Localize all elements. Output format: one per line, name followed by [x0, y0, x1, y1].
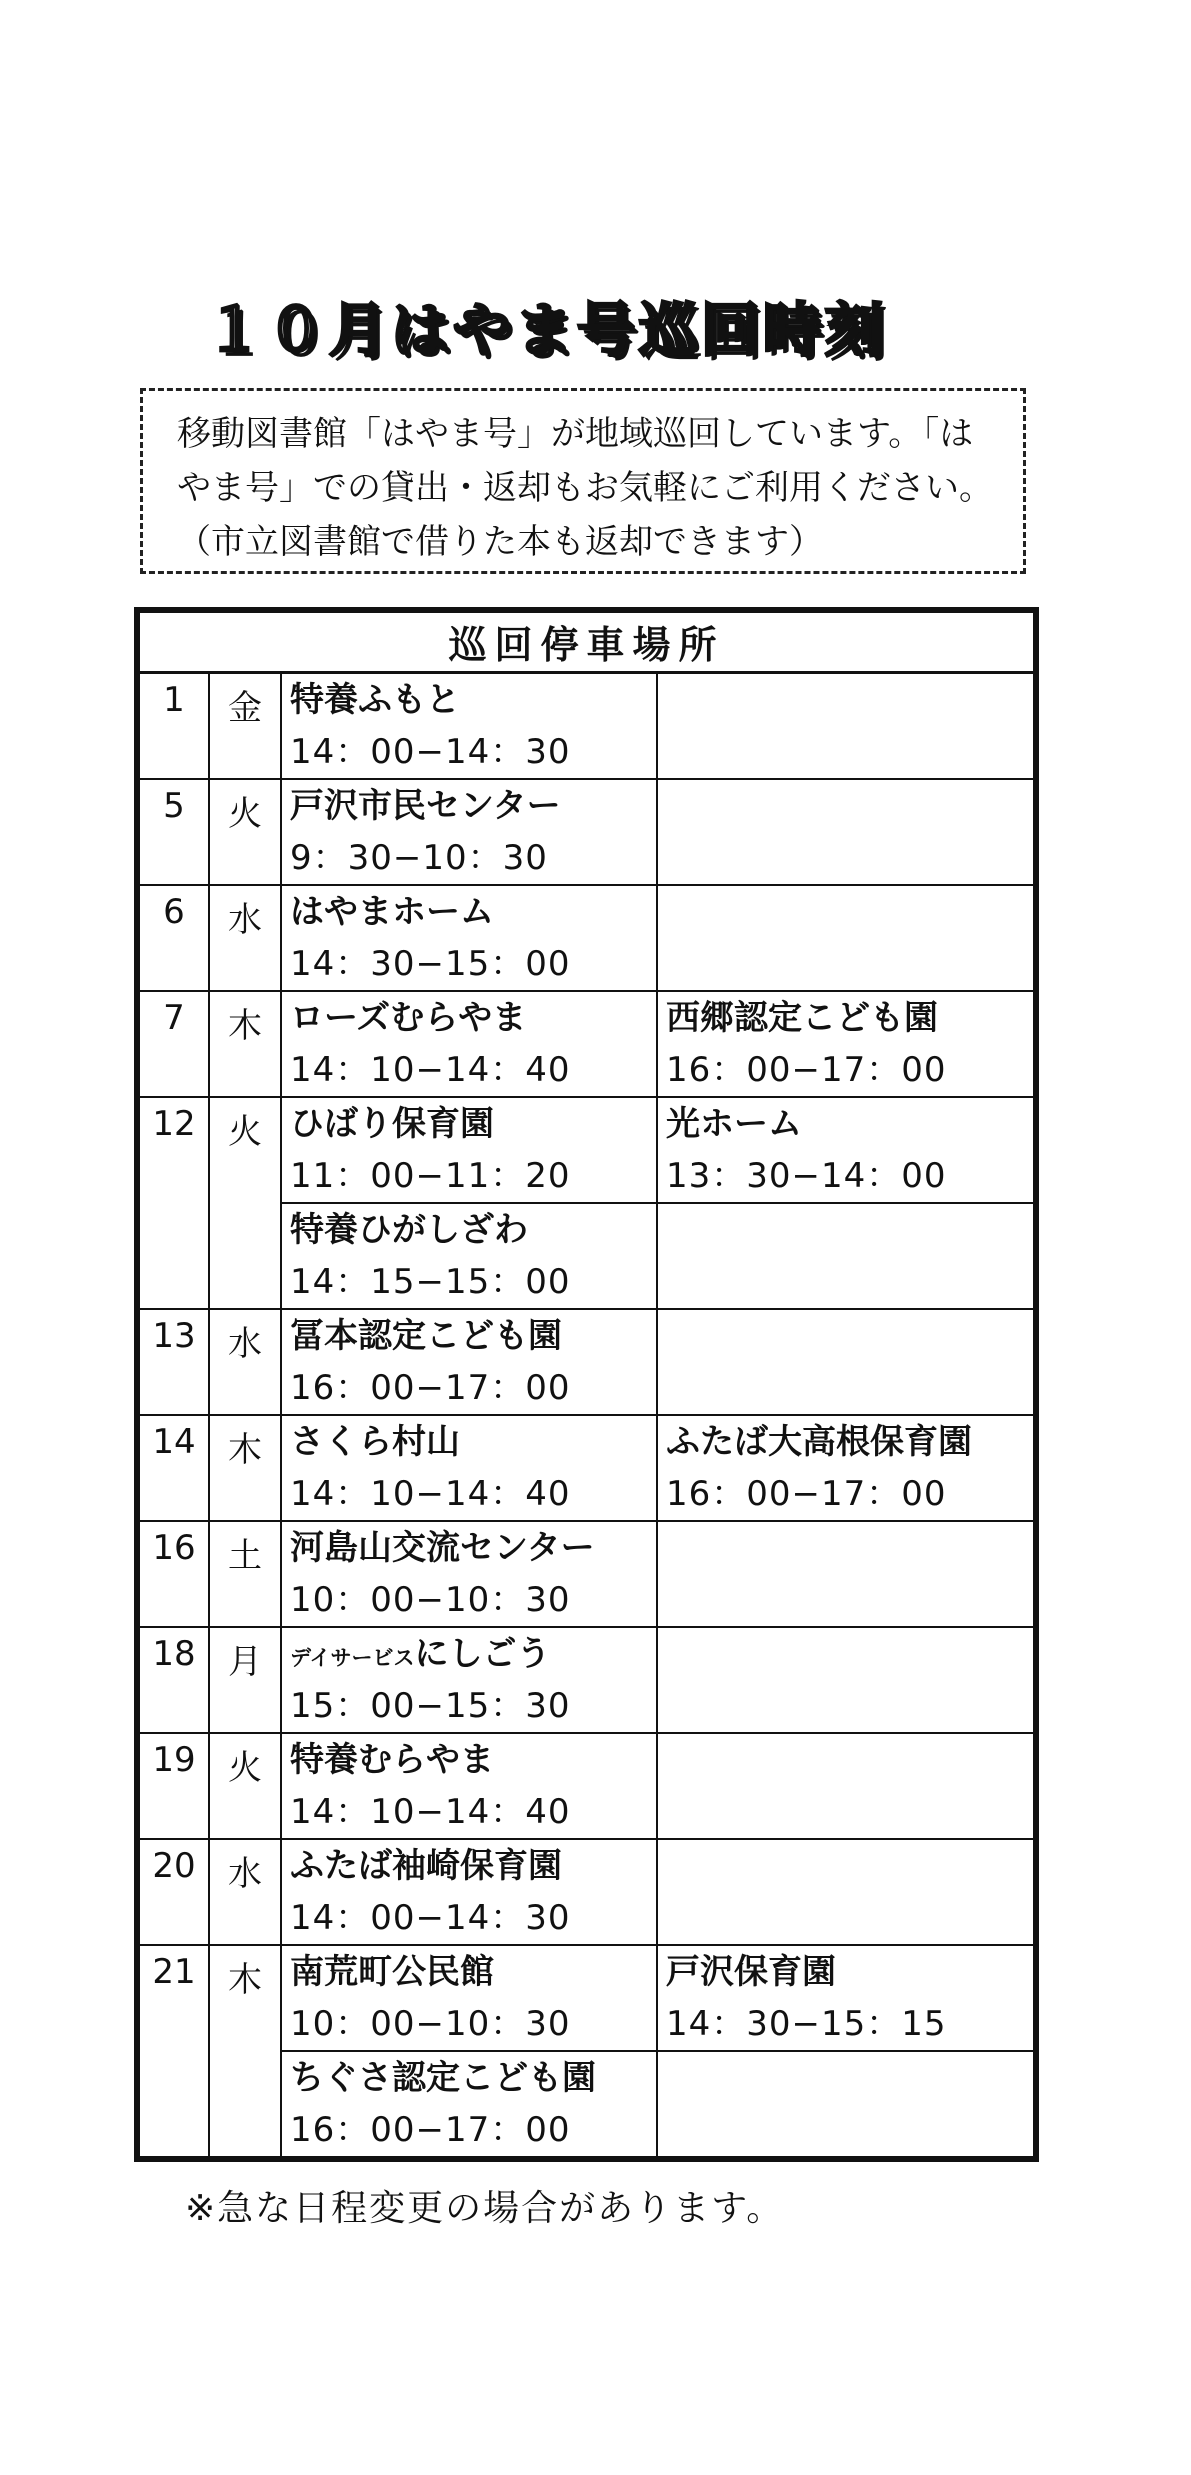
stop-name-prefix: デイサービス: [290, 1645, 415, 1670]
stop-time: 14：10−14：40: [290, 1791, 571, 1832]
table-row: [137, 779, 1036, 885]
stop-name: [666, 992, 1033, 1044]
notice-line: やま号」での貸出・返却もお気軽にご利用ください。: [177, 468, 993, 508]
stop-time: 16：00−17：00: [666, 1049, 947, 1090]
table-row: [137, 1945, 1036, 2051]
weekday-cell: 火: [209, 779, 281, 885]
table-row: [137, 1415, 1036, 1521]
stop-time: 11：00−11：20: [290, 1155, 571, 1196]
weekday-cell: 火: [209, 1097, 281, 1309]
stop-cell: [281, 1733, 657, 1839]
weekday-cell: 土: [209, 1521, 281, 1627]
day-cell: 5: [137, 779, 209, 885]
stop-name: [290, 1098, 656, 1150]
day-cell: 12: [137, 1097, 209, 1309]
stop-name: [290, 1628, 656, 1680]
day-cell: 16: [137, 1521, 209, 1627]
schedule-table: [134, 607, 1039, 2162]
day-cell: 1: [137, 672, 209, 779]
stop-cell: [281, 1521, 657, 1627]
weekday-cell: 水: [209, 1309, 281, 1415]
stop-name-text: にしごう: [414, 1633, 551, 1674]
day-cell: 20: [137, 1839, 209, 1945]
stop-cell: [281, 779, 657, 885]
table-row: [137, 991, 1036, 1097]
notice-line: （市立図書館で借りた本も返却できます）: [177, 522, 823, 562]
table-row: [137, 1733, 1036, 1839]
stop-time: 14：10−14：40: [290, 1473, 571, 1514]
stop-name: [290, 1416, 656, 1468]
stop-cell: [657, 2051, 1036, 2159]
day-cell: 14: [137, 1415, 209, 1521]
table-row: [137, 885, 1036, 991]
stop-time: 16：00−17：00: [290, 2109, 571, 2150]
stop-name-text: ふたば袖崎保育園: [290, 1845, 562, 1886]
table-row: [137, 672, 1036, 779]
table-row: [137, 1521, 1036, 1627]
stop-cell: [657, 779, 1036, 885]
stop-cell: [281, 1203, 657, 1309]
stop-name: [290, 780, 656, 832]
day-cell: 7: [137, 991, 209, 1097]
weekday-cell: 木: [209, 1415, 281, 1521]
stop-name-text: 西郷認定こども園: [666, 997, 938, 1038]
stop-name-text: 冨本認定こども園: [290, 1315, 562, 1356]
weekday-cell: 木: [209, 1945, 281, 2159]
stop-cell: [657, 1733, 1036, 1839]
stop-name: [290, 2052, 656, 2104]
day-cell: 13: [137, 1309, 209, 1415]
stop-name: [290, 1204, 656, 1256]
stop-cell: [281, 1097, 657, 1203]
stop-name-text: 特養ふもと: [290, 679, 460, 720]
stop-name-text: 特養ひがしざわ: [290, 1209, 528, 1250]
table-row: [137, 1627, 1036, 1733]
stop-name-text: ふたば大高根保育園: [666, 1421, 972, 1462]
stop-cell: [281, 672, 657, 779]
stop-name: [290, 1734, 656, 1786]
stop-cell: [657, 1521, 1036, 1627]
stop-cell: [657, 1945, 1036, 2051]
page-title: １０月はやま号巡回時刻: [205, 296, 888, 364]
stop-time: 14：30−15：00: [290, 943, 571, 984]
day-cell: 19: [137, 1733, 209, 1839]
stop-name: [290, 1310, 656, 1362]
stop-time: 14：10−14：40: [290, 1049, 571, 1090]
weekday-cell: 水: [209, 885, 281, 991]
stop-time: 9：30−10：30: [290, 837, 548, 878]
stop-name: [666, 1946, 1033, 1998]
stop-cell: [657, 991, 1036, 1097]
weekday-cell: 火: [209, 1733, 281, 1839]
stop-name: [290, 886, 656, 938]
stop-name-text: 戸沢市民センター: [290, 785, 561, 826]
day-cell: 18: [137, 1627, 209, 1733]
stop-time: 15：00−15：30: [290, 1685, 571, 1726]
stop-cell: [657, 1203, 1036, 1309]
footnote: ※急な日程変更の場合があります。: [185, 2188, 785, 2229]
stop-time: 10：00−10：30: [290, 1579, 571, 1620]
stop-cell: [281, 2051, 657, 2159]
stop-time: 14：00−14：30: [290, 1897, 571, 1938]
stop-name: [290, 1946, 656, 1998]
stop-cell: [657, 672, 1036, 779]
stop-cell: [657, 1839, 1036, 1945]
day-cell: 6: [137, 885, 209, 991]
stop-cell: [657, 1627, 1036, 1733]
weekday-cell: 水: [209, 1839, 281, 1945]
stop-name-text: はやまホーム: [290, 891, 494, 932]
notice-box: [140, 388, 1026, 574]
stop-cell: [657, 1309, 1036, 1415]
stop-name-text: ひばり保育園: [290, 1103, 494, 1144]
stop-name: [666, 1416, 1033, 1468]
stop-time: 16：00−17：00: [290, 1367, 571, 1408]
table-row: [137, 1309, 1036, 1415]
stop-name: [666, 1098, 1033, 1150]
stop-cell: [281, 991, 657, 1097]
stop-cell: [281, 1627, 657, 1733]
stop-name-text: 南荒町公民館: [290, 1951, 494, 1992]
stop-time: 14：15−15：00: [290, 1261, 571, 1302]
stop-name: [290, 992, 656, 1044]
stop-time: 14：30−15：15: [666, 2003, 947, 2044]
stop-name-text: 特養むらやま: [290, 1739, 494, 1780]
stop-cell: [281, 1945, 657, 2051]
weekday-cell: 木: [209, 991, 281, 1097]
stop-name-text: さくら村山: [290, 1421, 460, 1462]
stop-cell: [281, 1839, 657, 1945]
notice-line: 移動図書館「はやま号」が地域巡回しています。「は: [177, 414, 974, 454]
stop-name-text: ローズむらやま: [290, 997, 527, 1038]
day-cell: 21: [137, 1945, 209, 2159]
stop-time: 13：30−14：00: [666, 1155, 947, 1196]
stop-cell: [657, 1415, 1036, 1521]
stop-time: 14：00−14：30: [290, 731, 571, 772]
stop-name-text: 戸沢保育園: [666, 1951, 836, 1992]
weekday-cell: 月: [209, 1627, 281, 1733]
schedule-body: [137, 672, 1036, 2159]
table-row: [137, 1097, 1036, 1203]
table-row: [137, 1839, 1036, 1945]
stop-name-text: ちぐさ認定こども園: [290, 2057, 596, 2098]
stop-name: [290, 1840, 656, 1892]
stop-name: [290, 1522, 656, 1574]
stop-cell: [281, 885, 657, 991]
stop-cell: [281, 1309, 657, 1415]
stop-name-text: 光ホーム: [666, 1103, 802, 1144]
table-header: 巡回停車場所: [137, 610, 1036, 672]
stop-time: 16：00−17：00: [666, 1473, 947, 1514]
stop-cell: [657, 1097, 1036, 1203]
stop-cell: [657, 885, 1036, 991]
stop-time: 10：00−10：30: [290, 2003, 571, 2044]
stop-name-text: 河島山交流センター: [290, 1527, 595, 1568]
stop-name: [290, 674, 656, 726]
weekday-cell: 金: [209, 672, 281, 779]
stop-cell: [281, 1415, 657, 1521]
